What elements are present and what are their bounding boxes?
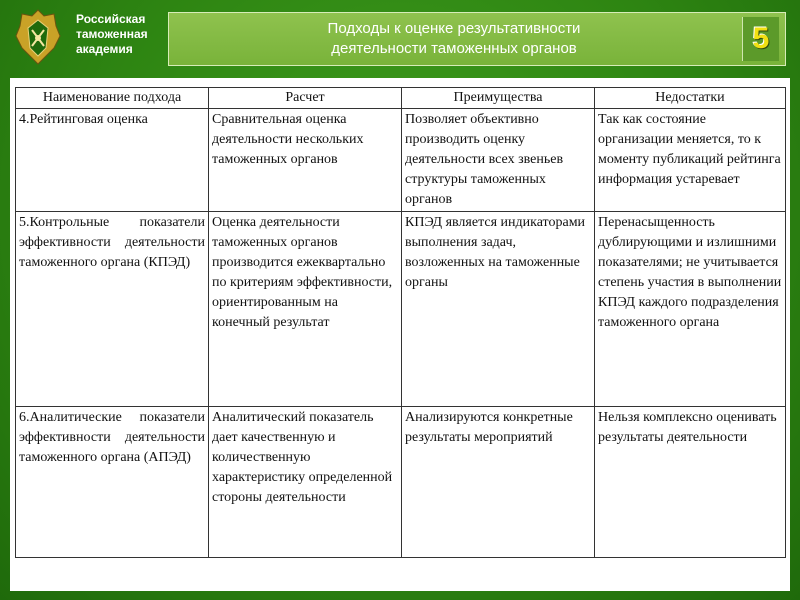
- approach-name-cell: 4.Рейтинговая оценка: [16, 109, 209, 212]
- table-row: [16, 109, 786, 212]
- cons-cell: Так как состояние организации меняется, то к моменту публикаций рейтинга информация устаревает: [595, 109, 786, 212]
- approach-name-text: 6.Аналитические показатели эффективности деятельности таможенного органа (АПЭД): [19, 410, 205, 465]
- title-line: Подходы к оценке результативности: [327, 20, 581, 37]
- table-panel: [10, 78, 790, 591]
- column-header: Преимущества: [402, 88, 595, 109]
- calc-cell: Аналитический показатель дает качественную и количественную характеристику определенной стороны деятельности: [209, 407, 402, 558]
- table-row: [16, 212, 786, 407]
- cons-cell: Нельзя комплексно оценивать результаты деятельности: [595, 407, 786, 558]
- org-line: академия: [76, 42, 133, 56]
- calc-cell: Оценка деятельности таможенных органов производится ежеквартально по критериям эффективности, ориентированным на конечный результат: [209, 212, 402, 407]
- column-header: Недостатки: [595, 88, 786, 109]
- title-line: деятельности таможенных органов: [331, 40, 577, 57]
- table-header-row: [16, 88, 786, 109]
- approaches-table: [15, 87, 786, 558]
- approach-name-cell: [16, 212, 209, 407]
- pros-cell: Анализируются конкретные результаты мероприятий: [402, 407, 595, 558]
- pros-cell: КПЭД является индикаторами выполнения задач, возложенных на таможенные органы: [402, 212, 595, 407]
- calc-cell: Сравнительная оценка деятельности нескольких таможенных органов: [209, 109, 402, 212]
- approach-name-cell: [16, 407, 209, 558]
- column-header: Расчет: [209, 88, 402, 109]
- column-header: Наименование подхода: [16, 88, 209, 109]
- org-line: Российская: [76, 12, 146, 26]
- organization-name: [76, 12, 166, 57]
- org-line: таможенная: [76, 27, 148, 41]
- title-box: [168, 12, 786, 66]
- slide-title: [169, 19, 739, 59]
- academy-emblem-icon: [14, 8, 62, 66]
- slide-number-badge: 5: [742, 17, 779, 61]
- table-row: [16, 407, 786, 558]
- approach-name-text: 5.Контрольные показатели эффективности деятельности таможенного органа (КПЭД): [19, 215, 205, 270]
- pros-cell: Позволяет объективно производить оценку деятельности всех звеньев структуры таможенных органов: [402, 109, 595, 212]
- cons-cell: Перенасыщенность дублирующими и излишними показателями; не учитывается степень участия в выполнении КПЭД каждого подразделения таможенного органа: [595, 212, 786, 407]
